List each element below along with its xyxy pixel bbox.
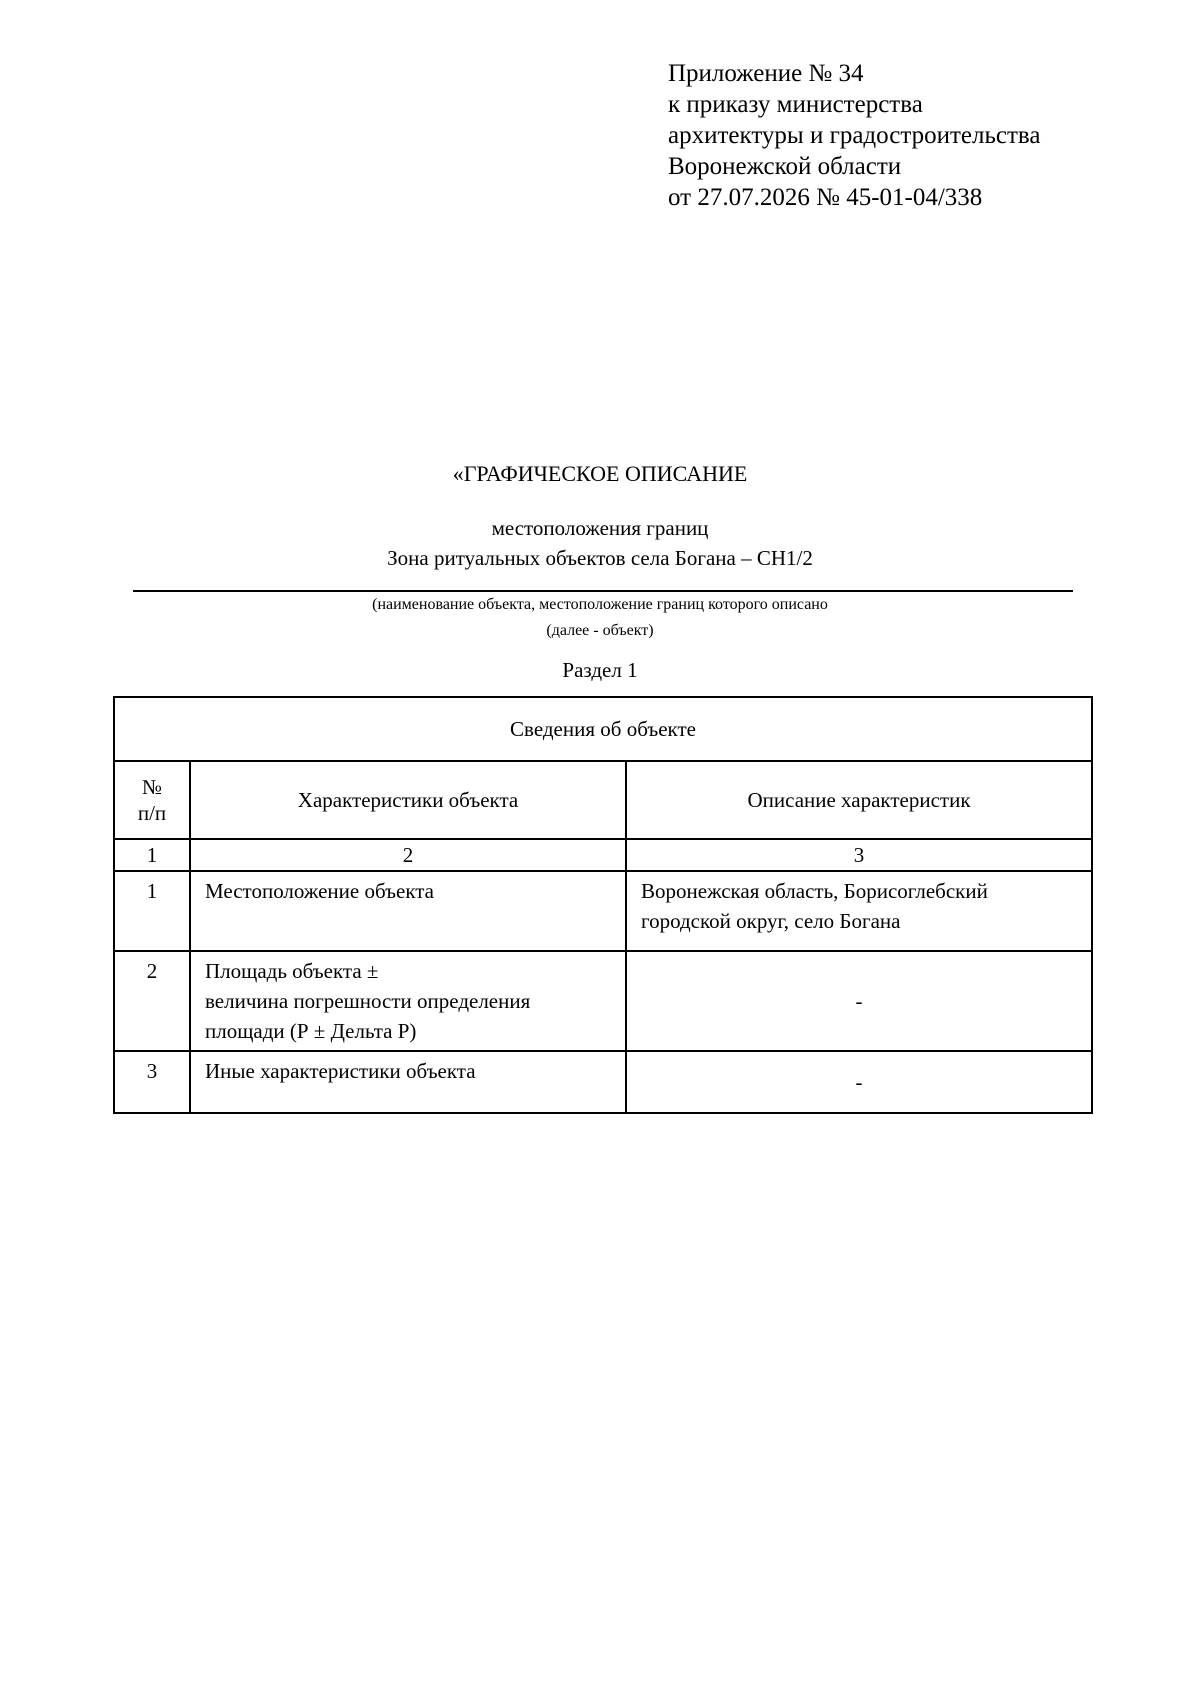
appendix-line-region: Воронежской области: [668, 153, 902, 180]
appendix-line-date: от 27.07.2026 № 45-01-04/338: [668, 184, 983, 211]
object-name: Зона ритуальных объектов села Богана – СН1/2: [387, 546, 813, 570]
row-value: -: [626, 951, 1092, 1051]
object-caption-line1: (наименование объекта, местоположение границ которого описано: [372, 596, 828, 613]
table-row: [114, 951, 1092, 1051]
column-header-description: Описание характеристик: [626, 761, 1092, 839]
row-index: 2: [114, 951, 190, 1051]
column-number-1: 1: [114, 839, 190, 871]
object-name-underline: [133, 590, 1073, 592]
row-label: Иные характеристики объекта: [190, 1051, 626, 1113]
table-heading-row: [114, 697, 1092, 761]
appendix-line-ministry: архитектуры и градостроительства: [668, 122, 1041, 149]
row-value: Воронежская область, Борисоглебский городской округ, село Богана: [626, 871, 1092, 951]
table-row: [114, 1051, 1092, 1113]
column-header-characteristics: Характеристики объекта: [190, 761, 626, 839]
appendix-line-order: к приказу министерства: [668, 91, 923, 118]
row-index: 1: [114, 871, 190, 951]
appendix-line-number: Приложение № 34: [668, 60, 864, 87]
column-header-number-line1: №: [141, 775, 163, 799]
table-heading: Сведения об объекте: [114, 697, 1092, 761]
object-caption-line2: (далее - объект): [546, 622, 654, 639]
column-number-3: 3: [626, 839, 1092, 871]
column-header-number-line2: п/п: [137, 801, 167, 825]
column-number-2: 2: [190, 839, 626, 871]
object-info-table: [113, 696, 1093, 1114]
row-label: Местоположение объекта: [190, 871, 626, 951]
document-title: «ГРАФИЧЕСКОЕ ОПИСАНИЕ: [452, 461, 748, 486]
table-row: [114, 871, 1092, 951]
row-value: -: [626, 1051, 1092, 1113]
row-index: 3: [114, 1051, 190, 1113]
document-subtitle: местоположения границ: [491, 516, 709, 540]
table-column-header-row: [114, 761, 1092, 839]
section-label: Раздел 1: [562, 658, 638, 682]
table-column-number-row: [114, 839, 1092, 871]
row-label: Площадь объекта ± величина погрешности определения площади (Р ± Дельта Р): [190, 951, 626, 1051]
appendix-block: [668, 58, 1040, 213]
column-header-number: [114, 761, 190, 839]
